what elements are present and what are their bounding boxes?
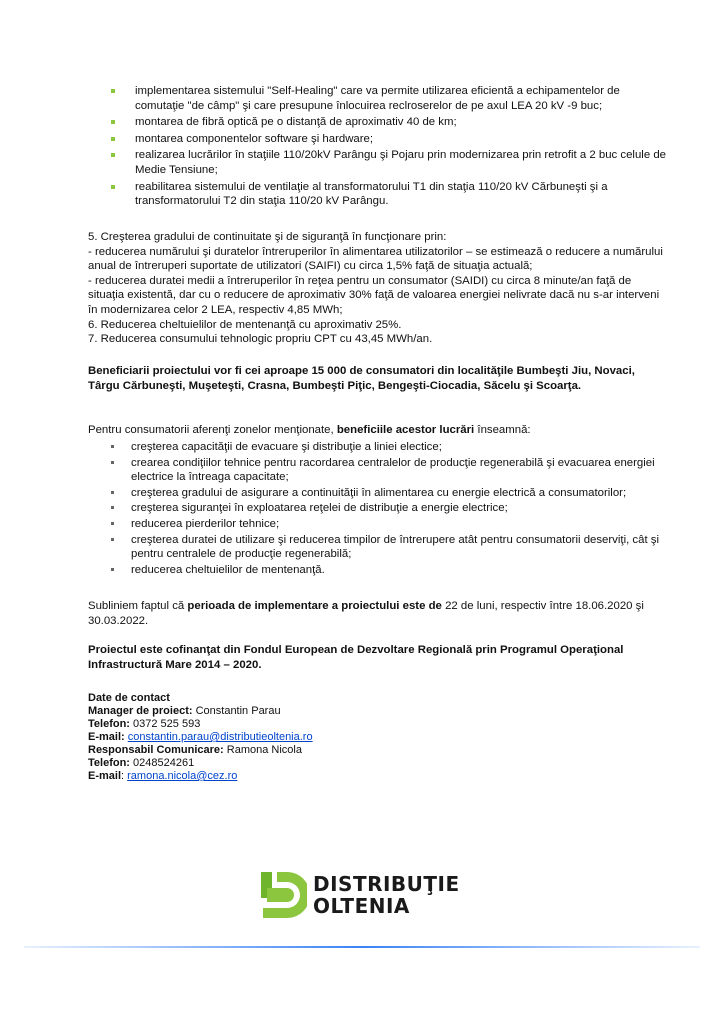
benefits-bullet-list (107, 440, 667, 578)
list-item: crearea condiţiilor tehnice pentru racordarea centralelor de producţie regenerabilă şi evacuarea energiei electrice la întreaga capacitate; (107, 456, 667, 485)
green-square-bullet-icon (111, 89, 115, 93)
manager-email-link[interactable]: constantin.parau@distributieoltenia.ro (127, 731, 313, 743)
distributie-oltenia-logo-icon (257, 868, 307, 922)
section-5-7 (88, 230, 663, 347)
implementation-bullet-list (107, 84, 667, 211)
list-item: creşterea siguranţei în exploatarea reţelei de distribuţie a energie electrice; (107, 501, 667, 516)
section-line: - reducerea duratei medii a întreruperilor în reţea pentru un consumator (SAIDI) cu circa 8 minute/an faţă de situaţia existentă, dar cu o reducere de aproximativ 30% faţă de valoarea energiei nelivrate dacă nu s-ar interveni în modernizarea celor 2 LEA, respectiv 4,85 MWh; (88, 274, 660, 316)
green-square-bullet-icon (111, 185, 115, 189)
contact-heading: Date de contact (88, 692, 170, 704)
funding-paragraph: Proiectul este cofinanţat din Fondul European de Dezvoltare Regională prin Programul Operaţional Infrastructură Mare 2014 – 2020. (88, 644, 624, 671)
implementation-period-paragraph: Subliniem faptul că perioada de implementare a proiectului este de 22 de luni, respectiv între 18.06.2020 şi 30.03.2022. (88, 600, 644, 627)
list-item: creşterea gradului de asigurare a continuităţii în alimentarea cu energie electrică a consumatorilor; (107, 486, 667, 501)
comms-phone: 0248524261 (129, 757, 195, 769)
grey-square-bullet-icon (111, 522, 114, 525)
section-line: 5. Creşterea gradului de continuitate şi de siguranţă în funcţionare prin: (88, 231, 447, 243)
benefits-intro: Pentru consumatorii aferenţi zonelor menţionate, beneficiile acestor lucrări înseamnă: (88, 424, 531, 436)
comms-name: Ramona Nicola (223, 744, 302, 756)
manager-name: Constantin Parau (192, 705, 281, 717)
comms-email-link[interactable]: ramona.nicola@cez.ro (127, 770, 238, 782)
footer-divider (24, 946, 700, 948)
list-item: montarea de fibră optică pe o distanţă de aproximativ 40 de km; (107, 115, 667, 130)
list-item: reducerea pierderilor tehnice; (107, 517, 667, 532)
green-square-bullet-icon (111, 120, 115, 124)
section-line: 7. Reducerea consumului tehnologic propriu CPT cu 43,45 MWh/an. (88, 333, 433, 346)
grey-square-bullet-icon (111, 568, 114, 571)
grey-square-bullet-icon (111, 445, 114, 448)
distributie-oltenia-logo (257, 868, 467, 926)
grey-square-bullet-icon (111, 461, 114, 464)
grey-square-bullet-icon (111, 491, 114, 494)
contact-block: Date de contact Manager de proiect: Constantin Parau Telefon: 0372 525 593 E-mail: constantin.parau@distributieoltenia.ro Responsabil Comunicare: Ramona Nicola Telefon: 0248524261 E-mail: ramona.nicola@cez.ro (88, 692, 313, 782)
list-item: reducerea cheltuielilor de mentenanţă. (107, 563, 667, 578)
grey-square-bullet-icon (111, 506, 114, 509)
manager-phone: 0372 525 593 (129, 718, 201, 730)
beneficiaries-paragraph: Beneficiarii proiectului vor fi cei aproape 15 000 de consumatori din localităţile Bumbeşti Jiu, Novaci, Târgu Cărbuneşti, Muşeteşti, Crasna, Bumbeşti Piţic, Bengeşti-Ciocadia, Săcelu şi Scoarţa. (88, 365, 635, 392)
list-item: montarea componentelor software şi hardware; (107, 132, 667, 147)
list-item: reabilitarea sistemului de ventilaţie al transformatorului T1 din staţia 110/20 kV Cărbuneşti şi a transformatorului T2 din staţia 110/20 kV Parângu. (107, 180, 667, 209)
green-square-bullet-icon (111, 153, 115, 157)
section-line: 6. Reducerea cheltuielilor de mentenanţă cu aproximativ 25%. (88, 318, 402, 331)
section-line: - reducerea numărului şi duratelor întreruperilor în alimentarea utilizatorilor – se estimează o reducere a numărului anual de întreruperi suportate de utilizatori (SAIFI) cu circa 1,5% faţă de situaţia actuală; (88, 245, 663, 273)
list-item: implementarea sistemului "Self-Healing" care va permite utilizarea eficientă a echipamentelor de comutaţie "de câmp" şi care presupune înlocuirea reclroserelor de pe axul LEA 20 kV -9 buc; (107, 84, 667, 113)
list-item: creşterea capacităţii de evacuare şi distribuţie a liniei electice; (107, 440, 667, 455)
list-item: realizarea lucrărilor în staţiile 110/20kV Parângu şi Pojaru prin modernizarea prin retrofit a 2 buc celule de Medie Tensiune; (107, 148, 667, 177)
list-item: creşterea duratei de utilizare şi reducerea timpilor de întrerupere atât pentru consumatorii deserviţi, cât şi pentru centralele de producţie regenerabilă; (107, 533, 667, 562)
grey-square-bullet-icon (111, 538, 114, 541)
green-square-bullet-icon (111, 137, 115, 141)
logo-wordmark: DISTRIBUŢIE OLTENIA (313, 872, 460, 918)
